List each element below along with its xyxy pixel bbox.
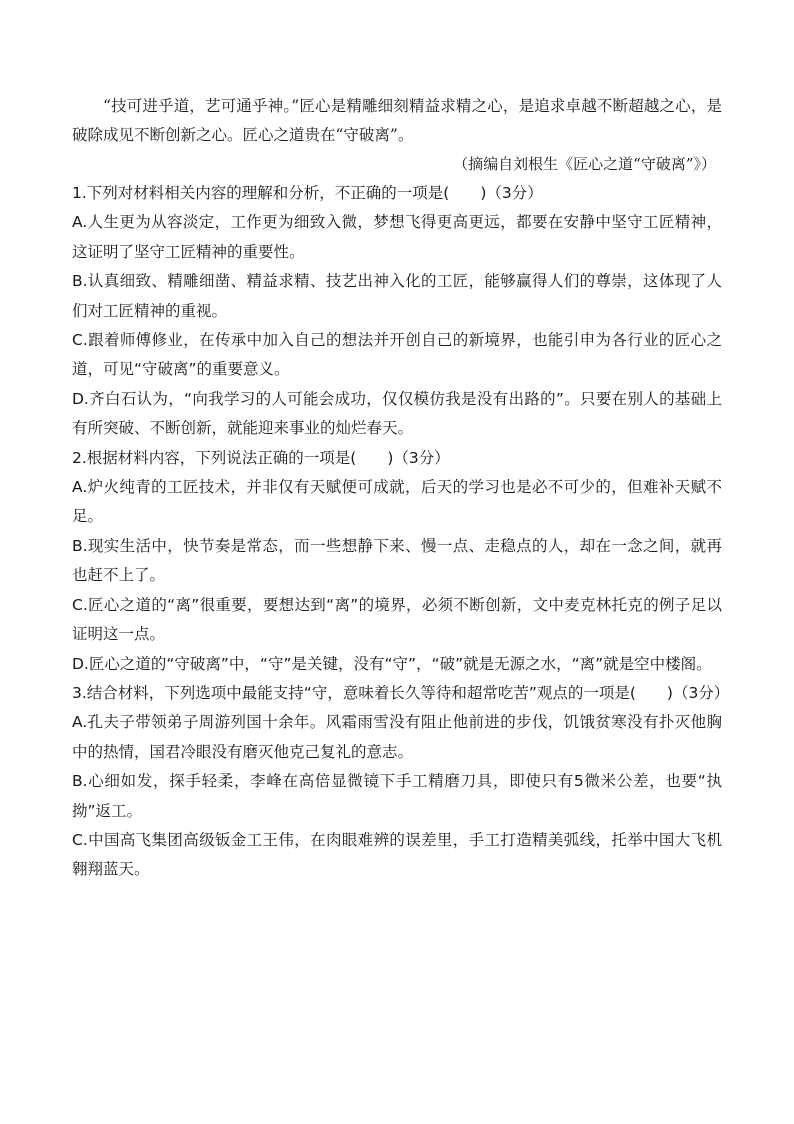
question-option: C.匠心之道的“离”很重要，要想达到“离”的境界，必须不断创新，文中麦克林托克的例子足以证明这一点。 — [72, 595, 722, 644]
question-option: A.人生更为从容淡定，工作更为细致入微，梦想飞得更高更远，都要在安静中坚守工匠精神，这证明了坚守工匠精神的重要性。 — [72, 213, 722, 261]
question-option: D.齐白石认为，“向我学习的人可能会成功，仅仅模仿我是没有出路的”。只要在别人的基础上有所突破、不断创新，就能迎来事业的灿烂春天。 — [72, 389, 722, 438]
question-stem: 1.下列对材料相关内容的理解和分析，不正确的一项是( )（3分） — [72, 184, 543, 202]
passage-source: （摘编自刘根生《匠心之道“守破离”》） — [453, 155, 716, 173]
passage — [72, 92, 722, 179]
question-option: B.认真细致、精雕细凿、精益求精、技艺出神入化的工匠，能够赢得人们的尊崇，这体现了人们对工匠精神的重视。 — [72, 272, 722, 320]
question-option: C.跟着师傅修业，在传承中加入自己的想法并开创自己的新境界，也能引申为各行业的匠心之道，可见“守破离”的重要意义。 — [72, 331, 722, 379]
question-stem: 3.结合材料，下列选项中最能支持“守，意味着长久等待和超常吃苦”观点的一项是( )（3分） — [72, 683, 730, 702]
question-option: B.现实生活中，快节奏是常态，而一些想静下来、慢一点、走稳点的人，却在一念之间，就再也赶不上了。 — [72, 536, 722, 585]
question-option: D.匠心之道的“守破离”中，“守”是关键，没有“守”，“破”就是无源之水，“离”就是空中楼阁。 — [72, 654, 712, 673]
passage-paragraph: “技可进乎道，艺可通乎神。”匠心是精雕细刻精益求精之心，是追求卓越不断超越之心，是破除成见不断创新之心。匠心之道贵在“守破离”。 — [72, 97, 722, 144]
question-stem: 2.根据材料内容，下列说法正确的一项是( )（3分） — [72, 448, 450, 467]
question-option: B.心细如发，探手轻柔，李峰在高倍显微镜下手工精磨刀具，即使只有5微米公差，也要“执拗”返工。 — [72, 772, 722, 820]
question-3 — [72, 679, 730, 885]
question-2 — [72, 444, 722, 679]
question-option: A.炉火纯青的工匠技术，并非仅有天赋便可成就，后天的学习也是必不可少的，但难补天赋不足。 — [72, 478, 722, 526]
document-page — [72, 92, 730, 885]
question-option: A.孔夫子带领弟子周游列国十余年。风霜雨雪没有阻止他前进的步伐，饥饿贫寒没有扑灭他胸中的热情，国君冷眼没有磨灭他克己复礼的意志。 — [72, 713, 722, 761]
question-option: C.中国高飞集团高级钣金工王伟，在肉眼难辨的误差里，手工打造精美弧线，托举中国大飞机翱翔蓝天。 — [72, 830, 722, 879]
question-list — [72, 179, 730, 885]
question-1 — [72, 179, 722, 444]
